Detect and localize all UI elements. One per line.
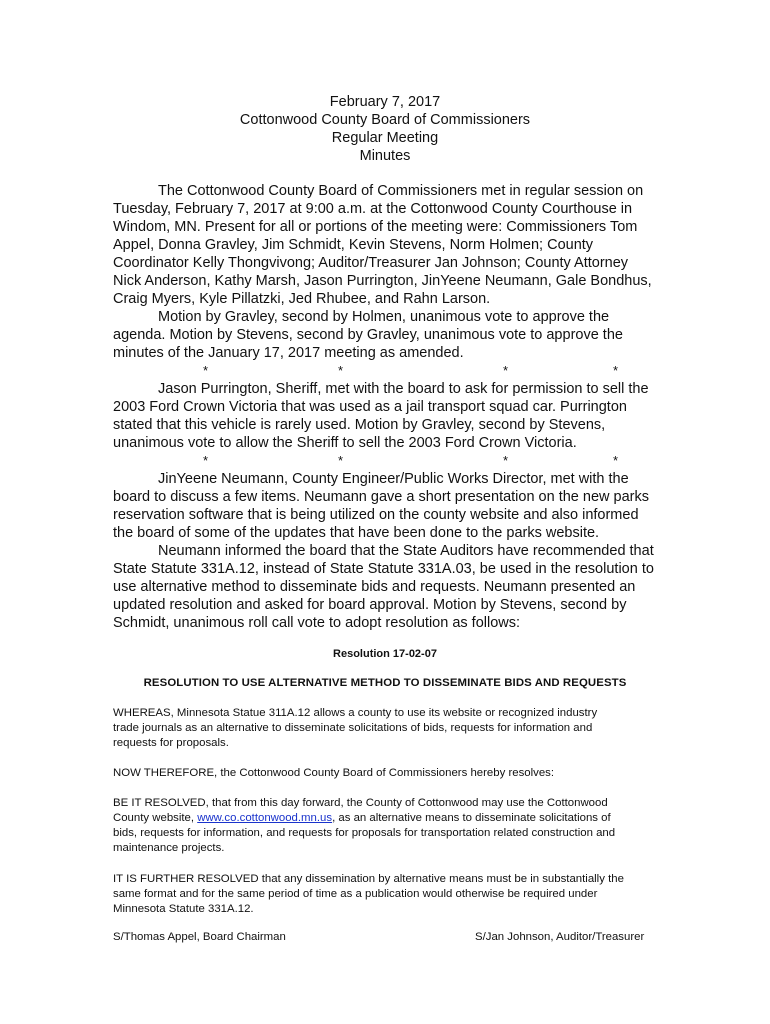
- resolution-title: RESOLUTION TO USE ALTERNATIVE METHOD TO DISSEMINATE BIDS AND REQUESTS: [143, 677, 627, 689]
- section-separator: [113, 362, 683, 380]
- separator-star: *: [503, 363, 509, 378]
- engineer-paragraph: JinYeene Neumann, County Engineer/Public Works Director, met with the board to discuss a few items. Neumann gave a short presentation on the new parks reservation software that is being utilized on the county website and also informed the board of some of the updates that have been done to the parks website.: [113, 471, 649, 541]
- resolved-text: [113, 796, 693, 856]
- now-therefore-text: NOW THEREFORE, the Cottonwood County Board of Commissioners hereby resolves:: [113, 767, 555, 779]
- whereas-clause: [113, 706, 693, 751]
- further-resolved-text: IT IS FURTHER RESOLVED that any dissemination by alternative means must be in substantially the same format and for the same period of time as a publication would otherwise be required under Minnesota Statute 331A.12.: [113, 873, 624, 915]
- minutes-body: [113, 182, 683, 632]
- separator-star: *: [613, 453, 619, 468]
- auditor-signature: S/Jan Johnson, Auditor/Treasurer: [475, 931, 645, 943]
- separator-star: *: [613, 363, 619, 378]
- county-website-link[interactable]: www.co.cottonwood.mn.us: [197, 812, 333, 824]
- section-separator: [113, 452, 683, 470]
- document-type: Minutes: [359, 148, 411, 164]
- further-resolved-clause: [113, 872, 693, 917]
- resolution-motion-paragraph: Neumann informed the board that the State Auditors have recommended that State Statute 331A.12, instead of State Statute 331A.03, be used in the resolution to use alternative method to disseminate bids and requests. Neumann presented an updated resolution and asked for board approval. Motion by Stevens, second by Schmidt, unanimous roll call vote to adopt resolution as follows:: [113, 543, 654, 631]
- attendance-paragraph: The Cottonwood County Board of Commissioners met in regular session on Tuesday, February 7, 2017 at 9:00 a.m. at the Cottonwood County Courthouse in Windom, MN. Present for all or portions of the meeting were: Commissioners Tom Appel, Donna Gravley, Jim Schmidt, Kevin Stevens, Norm Holmen; County Coordinator Kelly Thongvivong; Auditor/Treasurer Jan Johnson; County Attorney Nick Anderson, Kathy Marsh, Jason Purrington, JinYeene Neumann, Gale Bondhus, Craig Myers, Kyle Pillatzki, Jed Rhubee, and Rahn Larson.: [113, 183, 652, 307]
- sheriff-paragraph: Jason Purrington, Sheriff, met with the board to ask for permission to sell the 2003 Ford Crown Victoria that was used as a jail transport squad car. Purrington stated that this vehicle is rarely used. Motion by Gravley, second by Stevens, unanimous vote to allow the Sheriff to sell the 2003 Ford Crown Victoria.: [113, 381, 649, 451]
- separator-star: *: [203, 453, 209, 468]
- resolved-text-end: , as an alternative means to disseminate solicitations of bids, requests for information, and requests for proposals for transportation related construction and maintenance projects.: [113, 812, 616, 854]
- now-therefore-clause: [113, 766, 693, 781]
- separator-star: *: [503, 453, 509, 468]
- chairman-signature: S/Thomas Appel, Board Chairman: [113, 931, 286, 943]
- resolution-number: Resolution 17-02-07: [333, 648, 437, 660]
- meeting-date: February 7, 2017: [329, 94, 441, 110]
- separator-star: *: [338, 363, 344, 378]
- meeting-type: Regular Meeting: [331, 130, 439, 146]
- resolved-clause: [113, 796, 693, 856]
- whereas-text: WHEREAS, Minnesota Statue 311A.12 allows a county to use its website or recognized industry trade journals as an alternative to disseminate solicitations of bids, requests for information and requests for proposals.: [113, 707, 598, 749]
- agenda-motion-paragraph: Motion by Gravley, second by Holmen, unanimous vote to approve the agenda. Motion by Stevens, second by Gravley, unanimous vote to approve the minutes of the January 17, 2017 meeting as amended.: [113, 309, 623, 361]
- board-name: Cottonwood County Board of Commissioners: [239, 112, 531, 128]
- separator-star: *: [338, 453, 344, 468]
- separator-star: *: [203, 363, 209, 378]
- resolved-text-start: BE IT RESOLVED, that from this day forward, the County of Cottonwood may use the Cottonwood County website,: [113, 797, 608, 824]
- minutes-header: [0, 93, 770, 165]
